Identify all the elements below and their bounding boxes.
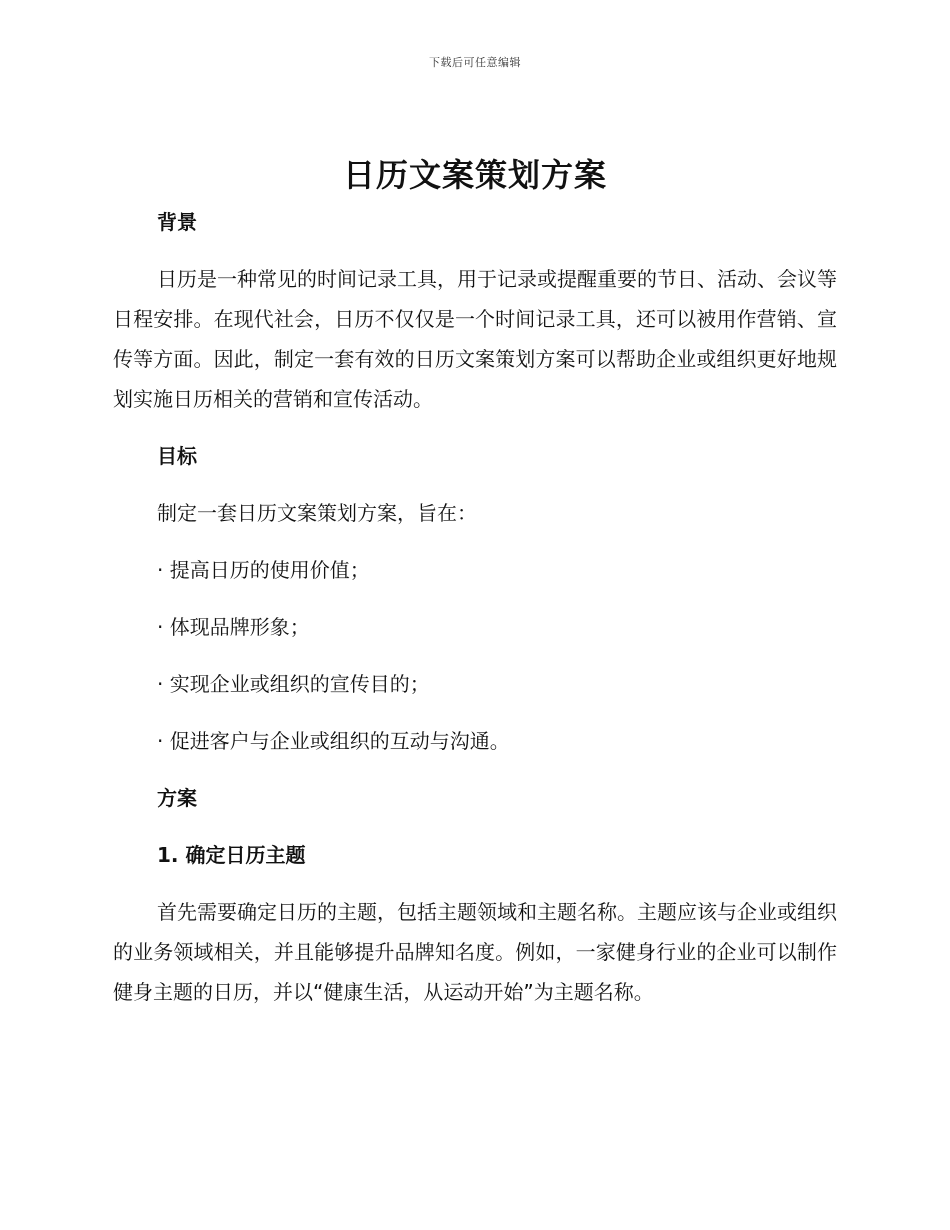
section-heading-goal: 目标 xyxy=(157,444,197,468)
goal-item: · 体现品牌形象； xyxy=(157,615,310,639)
document-body xyxy=(113,202,837,1012)
section-heading-plan: 方案 xyxy=(157,786,197,810)
goal-intro: 制定一套日历文案策划方案，旨在： xyxy=(157,501,477,525)
goal-item: · 促进客户与企业或组织的互动与沟通。 xyxy=(157,729,510,753)
page-header: 下载后可任意编辑 xyxy=(429,56,521,69)
goal-item: · 提高日历的使用价值； xyxy=(157,558,370,582)
background-paragraph: 日历是一种常见的时间记录工具，用于记录或提醒重要的节日、活动、会议等日程安排。在现代社会，日历不仅仅是一个时间记录工具，还可以被用作营销、宣传等方面。因此，制定一套有效的日历文案策划方案可以帮助企业或组织更好地规划实施日历相关的营销和宣传活动。 xyxy=(113,267,837,411)
step1-paragraph: 首先需要确定日历的主题，包括主题领域和主题名称。主题应该与企业或组织的业务领域相关，并且能够提升品牌知名度。例如，一家健身行业的企业可以制作健身主题的日历，并以“健康生活，从运动开始”为主题名称。 xyxy=(113,900,837,1004)
document-title: 日历文案策划方案 xyxy=(342,156,607,194)
step-heading-1: 1. 确定日历主题 xyxy=(157,843,306,867)
section-heading-background: 背景 xyxy=(157,210,197,234)
goal-item: · 实现企业或组织的宣传目的； xyxy=(157,672,430,696)
